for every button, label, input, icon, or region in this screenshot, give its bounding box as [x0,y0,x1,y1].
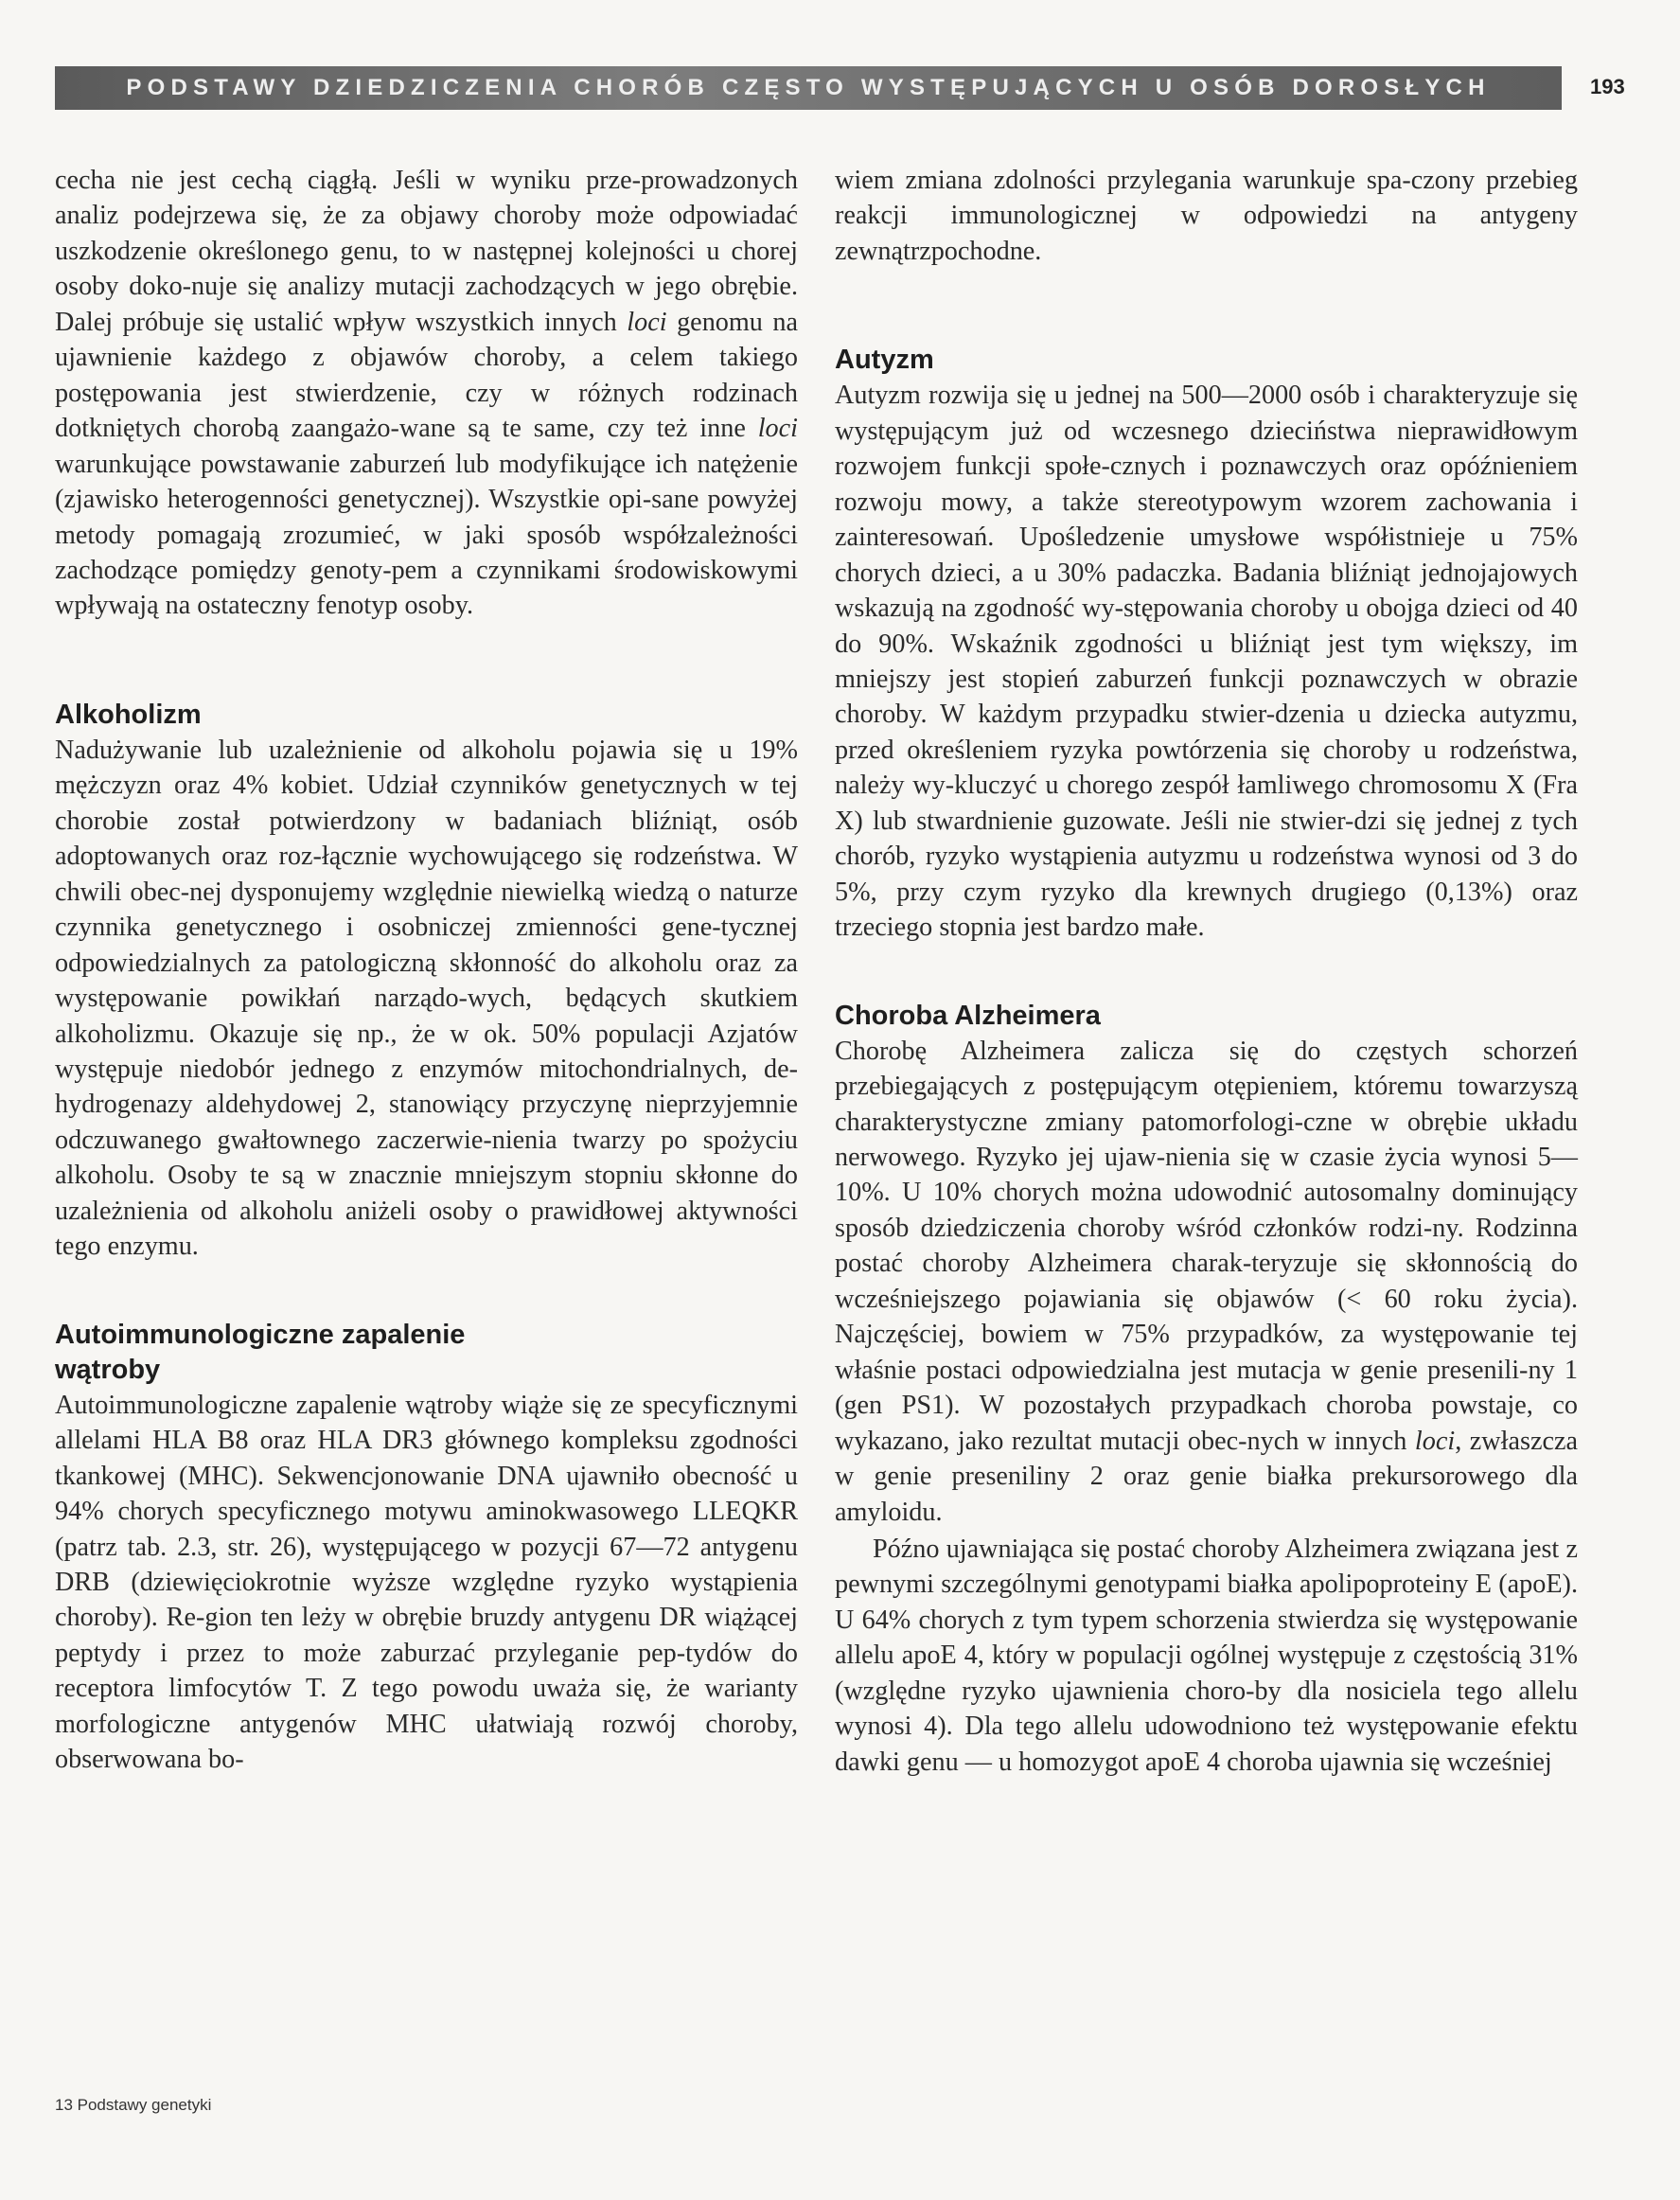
running-title: PODSTAWY DZIEDZICZENIA CHORÓB CZĘSTO WYSTĘPUJĄCYCH U OSÓB DOROSŁYCH [126,75,1491,100]
autism-paragraph: Autyzm rozwija się u jednej na 500—2000 osób i charakteryzuje się występującym już od wczesnego dzieciństwa nieprawidłowym rozwojem funkcji społe-cznych i poznawczych oraz opóźnieniem rozwoju mowy, a także stereotypowym wzorem zachowania i zainteresowań. Upośledzenie umysłowe współistnieje u 75% chorych dzieci, a u 30% padaczka. Badania bliźniąt jednojajowych wskazują na zgodność wy-stępowania choroby u obojga dzieci od 40 do 90%. Wskaźnik zgodności u bliźniąt jest tym większy, im mniejszy jest stopień zaburzeń funkcji poznawczych w obrazie choroby. W każdym przypadku stwier-dzenia u dziecka autyzmu, przed określeniem ryzyka powtórzenia się choroby u rodzeństwa, należy wy-kluczyć u chorego zespół łamliwego chromosomu X (Fra X) lub stwardnienie guzowate. Jeśli nie stwier-dzi się jednej z tych chorób, ryzyko wystąpienia autyzmu u rodzeństwa wynosi od 3 do 5%, przy czym ryzyko dla krewnych drugiego (0,13%) oraz trzeciego stopnia jest bardzo małe. [835,381,1578,943]
running-header-bar [55,66,1562,110]
alzheimer-paragraph-2: Późno ujawniająca się postać choroby Alzheimera związana jest z pewnymi szczególnymi genotypami białka apolipoproteiny E (apoE). U 64% chorych z tym typem schorzenia stwierdza się występowanie allelu apoE 4, który w populacji ogólnej występuje z częstością 31% (względne ryzyko ujawnienia choro-by dla nosiciela tego allelu wynosi 4). Dla tego allelu udowodniono też występowanie efektu dawki genu — u homozygot apoE 4 choroba ujawnia się wcześniej [835,1534,1578,1777]
autoimmune-hepatitis-heading: Autoimmunologiczne zapalenie wątroby [55,1319,466,1385]
autoimmune-hepatitis-paragraph: Autoimmunologiczne zapalenie wątroby wiąże się ze specyficznymi allelami HLA B8 oraz HLA DR3 głównego kompleksu zgodności tkankowej (MHC). Sekwencjonowanie DNA ujawniło obecność u 94% chorych specyficznego motywu aminokwasowego LLEQKR (patrz tab. 2.3, str. 26), występującego w pozycji 67—72 antygenu DRB (dziewięciokrotnie wyższe względne ryzyko wystąpienia choroby). Re-gion ten leży w obrębie bruzdy antygenu DR wiążącej peptydy i przez to może zaburzać przyleganie pep-tydów do receptora limfocytów T. Z tego powodu uważa się, że warianty morfologiczne antygenów MHC ułatwiają rozwój choroby, obserwowana bo- [55,1390,798,1775]
page-footer: 13 Podstawy genetyki [55,2096,212,2114]
alcoholism-heading: Alkoholizm [55,699,202,730]
page-number: 193 [1590,75,1625,98]
intro-paragraph: cecha nie jest cechą ciągłą. Jeśli w wyniku prze-prowadzonych analiz podejrzewa się, że za objawy choroby może odpowiadać uszkodzenie określonego genu, to w następnej kolejności u chorej osoby doko-nuje się analizy mutacji zachodzących w jego obrębie. Dalej próbuje się ustalić wpływ wszystkich innych loci genomu na ujawnienie każdego z objawów choroby, a celem takiego postępowania jest stwierdzenie, czy w różnych rodzinach dotkniętych chorobą zaangażo-wane są te same, czy też inne loci warunkujące powstawanie zaburzeń lub modyfikujące ich natężenie (zjawisko heterogenności genetycznej). Wszystkie opi-sane powyżej metody pomagają zrozumieć, w jaki sposób współzależności zachodzące pomiędzy genoty-pem a czynnikami środowiskowymi wpływają na ostateczny fenotyp osoby. [55,166,799,621]
continuation-paragraph: wiem zmiana zdolności przylegania warunkuje spa-czony przebieg reakcji immunologicznej w odpowiedzi na antygeny zewnątrzpochodne. [835,166,1578,266]
alzheimer-heading: Choroba Alzheimera [835,1000,1101,1031]
left-column [55,163,798,1778]
right-column [835,163,1578,1780]
autism-heading: Autyzm [835,345,934,376]
alzheimer-paragraph-1: Chorobę Alzheimera zalicza się do częstych schorzeń przebiegających z postępującym otępieniem, któremu towarzyszą charakterystyczne zmiany patomorfologi-czne w obrębie układu nerwowego. Ryzyko jej ujaw-nienia się w czasie życia wynosi 5—10%. U 10% chorych można udowodnić autosomalny dominujący sposób dziedziczenia choroby wśród członków rodzi-ny. Rodzinna postać choroby Alzheimera charak-teryzuje się skłonnością do wcześniejszego pojawiania się objawów (< 60 roku życia). Najczęściej, bowiem w 75% przypadków, za występowanie tej właśnie postaci odpowiedzialna jest mutacja w genie presenili-ny 1 (gen PS1). W pozostałych przypadkach choroba powstaje, co wykazano, jako rezultat mutacji obec-nych w innych loci, zwłaszcza w genie preseniliny 2 oraz genie białka prekursorowego dla amyloidu. [835,1036,1578,1527]
alcoholism-paragraph: Nadużywanie lub uzależnienie od alkoholu pojawia się u 19% mężczyzn oraz 4% kobiet. Udział czynników genetycznych w tej chorobie został potwierdzony w badaniach bliźniąt, osób adoptowanych oraz roz-łącznie wychowującego się rodzeństwa. W chwili obec-nej dysponujemy względnie niewielką wiedzą o naturze czynnika genetycznego i osobniczej zmienności gene-tycznej odpowiedzialnych za patologiczną skłonność do alkoholu oraz za występowanie powikłań narządo-wych, będących skutkiem alkoholizmu. Okazuje się np., że w ok. 50% populacji Azjatów występuje niedobór jednego z enzymów mitochondrialnych, de-hydrogenazy aldehydowej 2, stanowiący przyczynę nieprzyjemnie odczuwanego gwałtownego zaczerwie-nienia twarzy po spożyciu alkoholu. Osoby te są w znacznie mniejszym stopniu skłonne do uzależnienia od alkoholu aniżeli osoby o prawidłowej aktywności tego enzymu. [55,735,798,1262]
